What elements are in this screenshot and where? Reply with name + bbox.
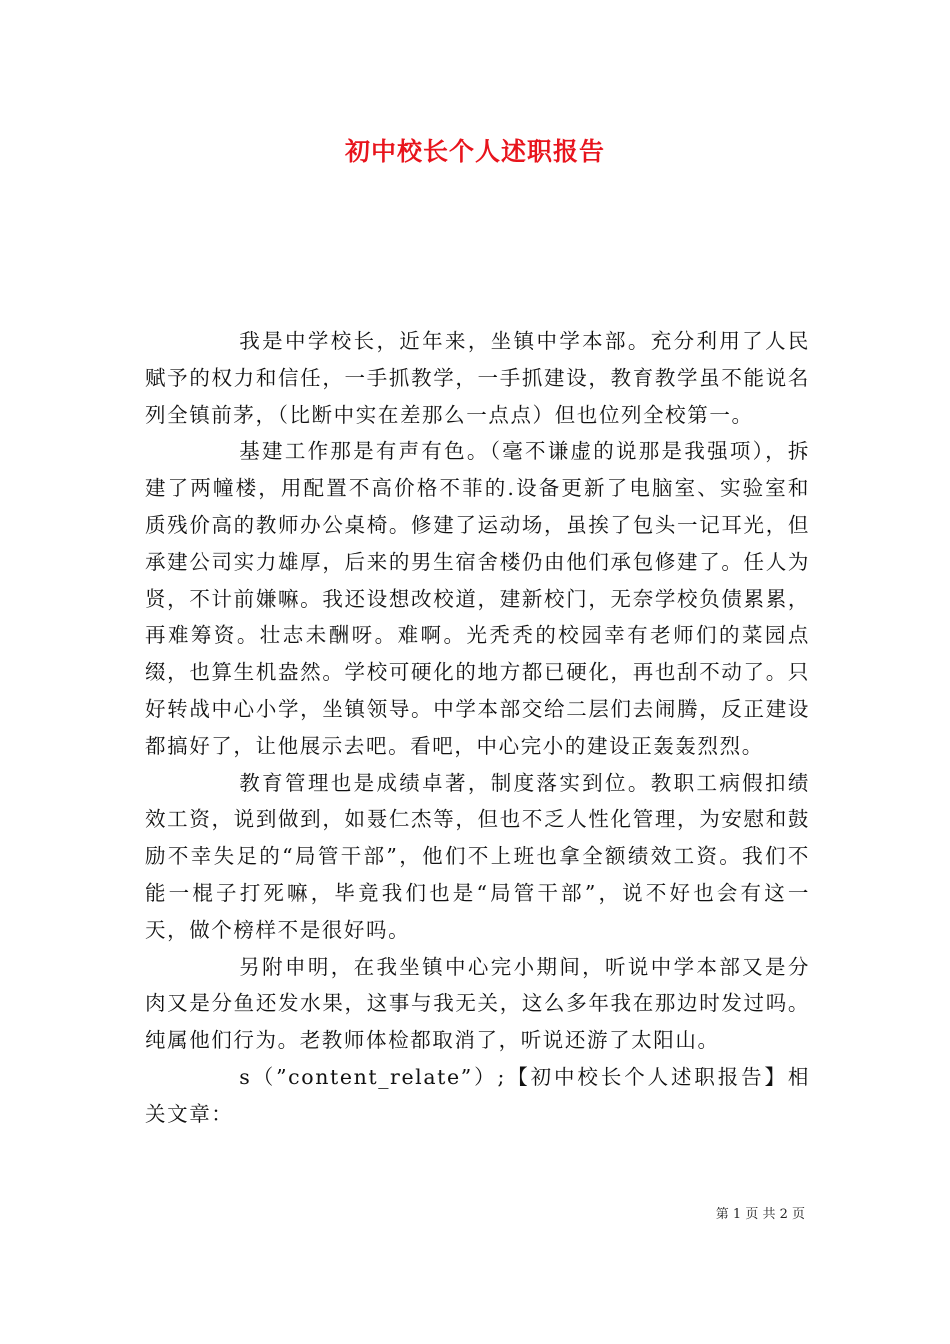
paragraph-intro: 我是中学校长，近年来，坐镇中学本部。充分利用了人民赋予的权力和信任，一手抓教学，一手抓建设，教育教学虽不能说名列全镇前茅，（比断中实在差那么一点点）但也位列全校第一。 — [145, 329, 810, 427]
paragraph-management: 教育管理也是成绩卓著，制度落实到位。教职工病假扣绩效工资，说到做到，如聂仁杰等，但也不乏人性化管理，为安慰和鼓励不幸失足的“局管干部”，他们不上班也拿全额绩效工资。我们不能一棍子打死嘛，毕竟我们也是“局管干部”，说不好也会有这一天，做个榜样不是很好吗。 — [145, 770, 810, 942]
page-number: 第 1 页 共 2 页 — [715, 1207, 805, 1222]
paragraph-construction: 基建工作那是有声有色。（毫不谦虚的说那是我强项），拆建了两幢楼，用配置不高价格不菲的.设备更新了电脑室、实验室和质残价高的教师办公桌椅。修建了运动场，虽挨了包头一记耳光，但承建公司实力雄厚，后来的男生宿舍楼仍由他们承包修建了。任人为贤，不计前嫌嘛。我还设想改校道，建新校门，无奈学校负债累累，再难筹资。壮志未酬呀。难啊。光秃秃的校园幸有老师们的菜园点缀，也算生机盎然。学校可硬化的地方都已硬化，再也刮不动了。只好转战中心小学，坐镇领导。中学本部交给二层们去闹腾，反正建设都搞好了，让他展示去吧。看吧，中心完小的建设正轰轰烈烈。 — [145, 439, 810, 758]
paragraph-statement: 另附申明，在我坐镇中心完小期间，听说中学本部又是分肉又是分鱼还发水果，这事与我无关，这么多年我在那边时发过吗。纯属他们行为。老教师体检都取消了，听说还游了太阳山。 — [145, 954, 810, 1053]
document-body — [145, 323, 810, 1133]
page-title: 初中校长个人述职报告 — [344, 137, 605, 166]
paragraph-related: s（”content_relate”）;【初中校长个人述职报告】相关文章： — [145, 1064, 810, 1126]
